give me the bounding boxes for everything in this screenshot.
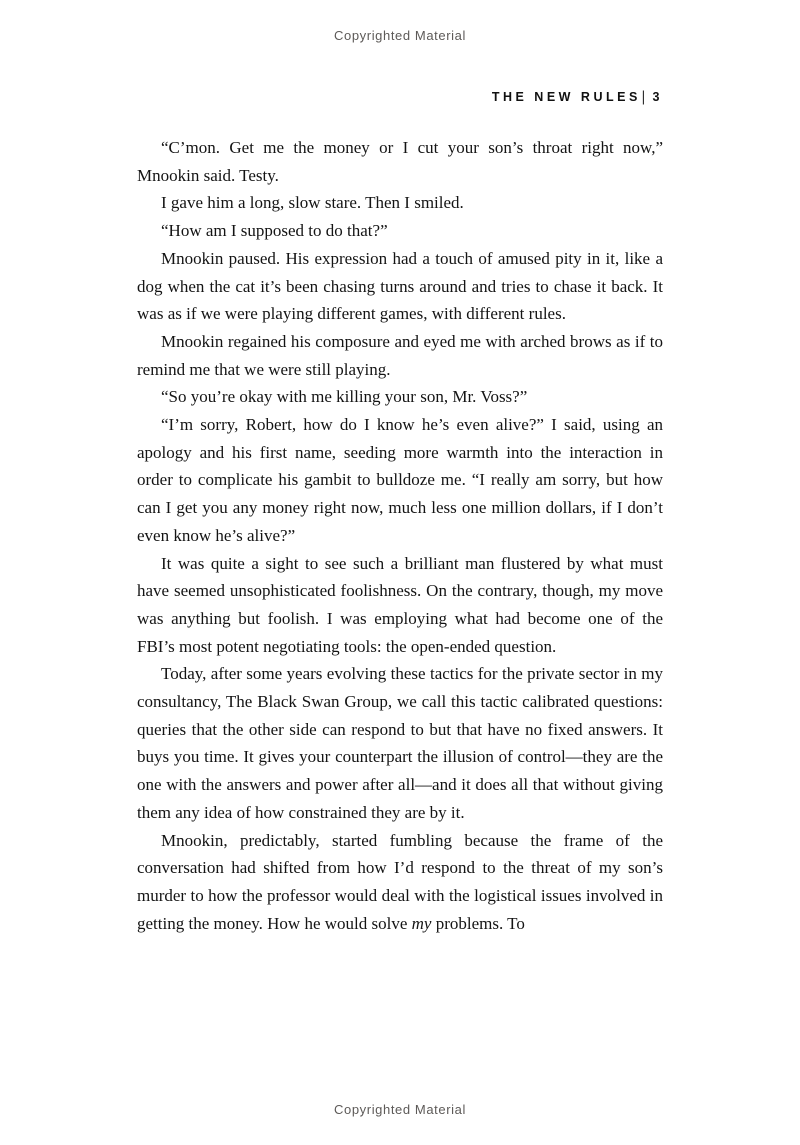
paragraph: It was quite a sight to see such a brilliant man flustered by what must have seemed unsophisticated foolishness. On the contrary, though, my move was anything but foolish. I was employing what had become one of the FBI’s most potent negotiating tools: the open-ended question. <box>137 553 663 656</box>
paragraph: “C’mon. Get me the money or I cut your son’s throat right now,” Mnookin said. Testy. <box>137 138 663 185</box>
paragraph <box>137 827 663 938</box>
bottom-copyright-notice: Copyrighted Material <box>334 1102 466 1117</box>
running-header <box>137 90 663 104</box>
page-number: 3 <box>652 90 663 104</box>
chapter-title: THE NEW RULES <box>491 90 641 104</box>
paragraph: I gave him a long, slow stare. Then I smiled. <box>161 193 464 213</box>
top-copyright-notice: Copyrighted Material <box>334 28 466 43</box>
italic-word: my <box>411 913 432 933</box>
paragraph-text: problems. To <box>431 913 525 933</box>
paragraph: Mnookin paused. His expression had a touch of amused pity in it, like a dog when the cat it’s been chasing turns around and tries to chase it back. It was as if we were playing different games, with different rules. <box>137 248 663 324</box>
paragraph: Mnookin regained his composure and eyed me with arched brows as if to remind me that we were still playing. <box>137 331 663 379</box>
paragraph: “So you’re okay with me killing your son, Mr. Voss?” <box>161 387 528 407</box>
body-text <box>137 134 663 937</box>
paragraph: “How am I supposed to do that?” <box>161 221 388 241</box>
paragraph-text: Mnookin, predictably, started fumbling because the frame of the conversation had shifted from how I’d respond to the threat of my son’s murder to how the professor would deal with the logistical issues involved in getting the money. How he would solve <box>137 830 663 933</box>
header-separator: | <box>641 88 649 106</box>
text-block <box>137 90 663 937</box>
paragraph: “I’m sorry, Robert, how do I know he’s even alive?” I said, using an apology and his first name, seeding more warmth into the interaction in order to complicate his gambit to bulldoze me. “I really am sorry, but how can I get you any money right now, much less one million dollars, if I don’t even know he’s alive?” <box>137 415 663 545</box>
paragraph: Today, after some years evolving these tactics for the private sector in my consultancy, The Black Swan Group, we call this tactic calibrated questions: queries that the other side can respond to but that have no fixed answers. It buys you time. It gives your counterpart the illusion of control—they are the one with the answers and power after all—and it does all that without giving them any idea of how constrained they are by it. <box>137 664 663 822</box>
